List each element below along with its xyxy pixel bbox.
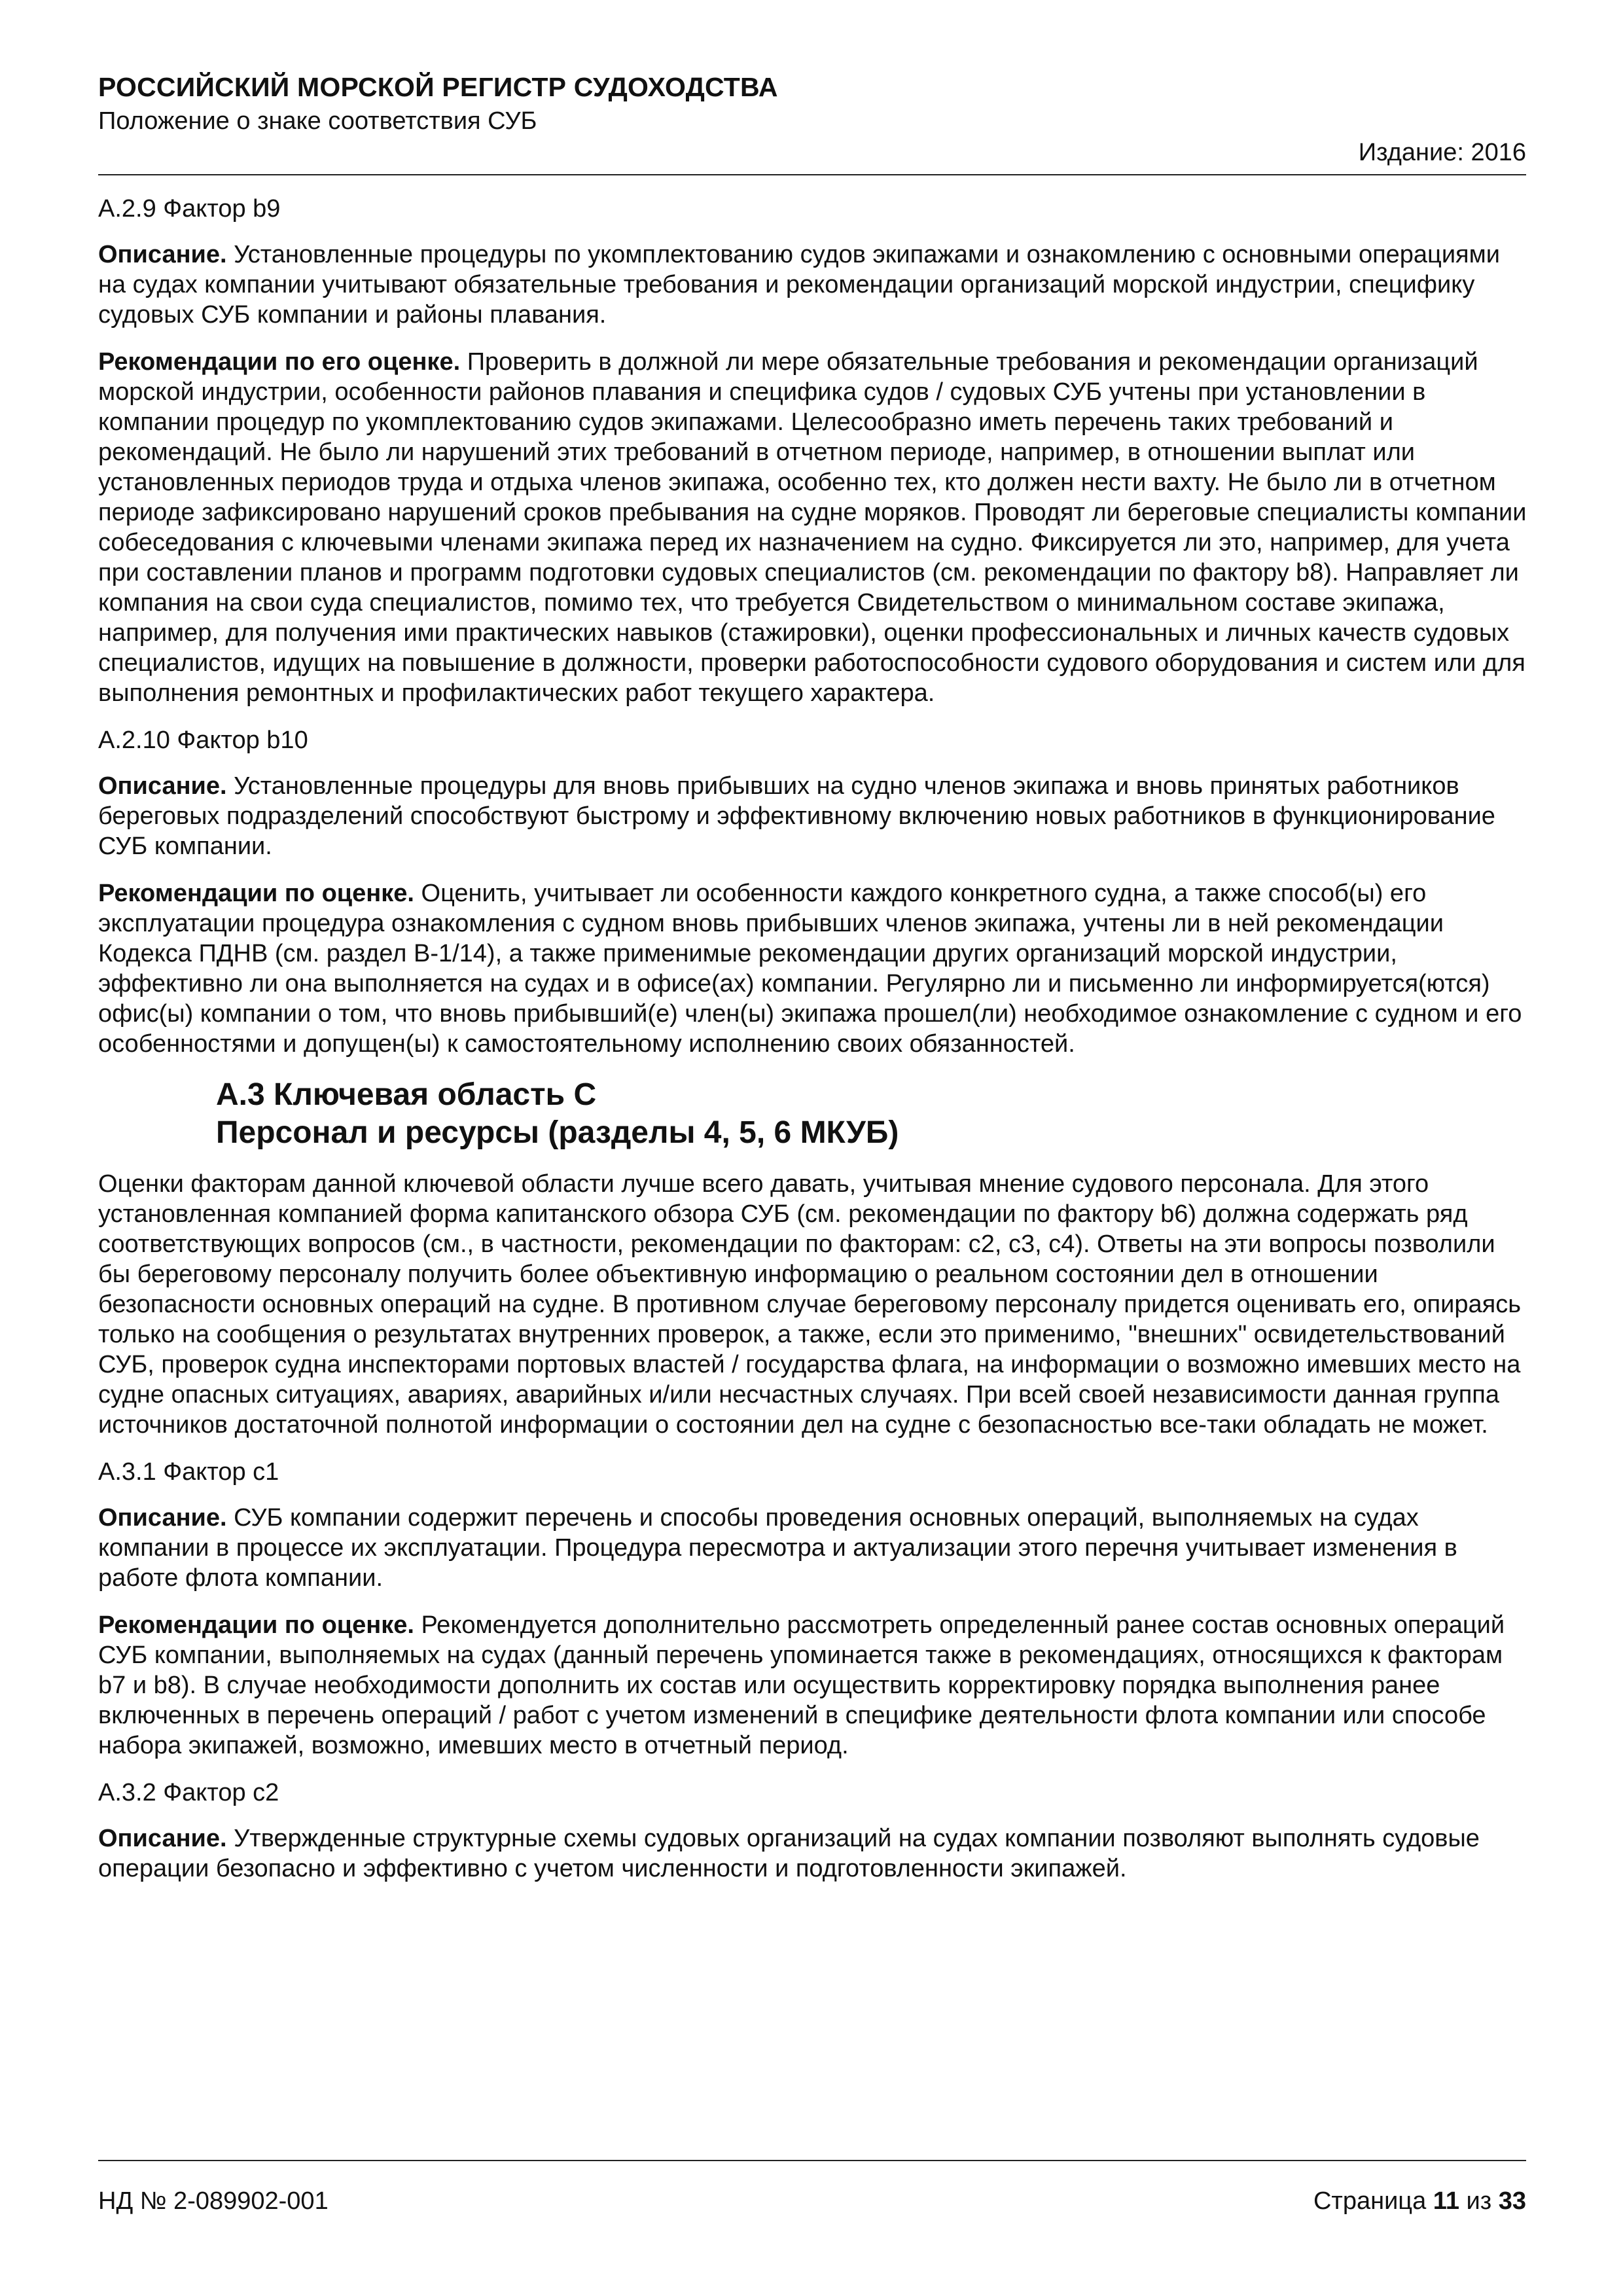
document-number: НД № 2-089902-001 — [98, 2187, 329, 2215]
recommendation-label: Рекомендации по оценке. — [98, 880, 414, 907]
recommendation-label: Рекомендации по оценке. — [98, 1611, 414, 1639]
factor-heading-c1: А.3.1 Фактор с1 — [98, 1458, 279, 1486]
description-text: СУБ компании содержит перечень и способы проведения основных операций, выполняемых на судах компании в процессе их эксплуатации. Процедура пересмотра и актуализации этого перечня учитывает изменения в работе флота компании. — [98, 1504, 1457, 1592]
document-subtitle: Положение о знаке соответствия СУБ — [98, 107, 537, 135]
section-title-line-1: А.3 Ключевая область С — [216, 1077, 597, 1112]
recommendation-paragraph-b9 — [98, 347, 1531, 708]
description-label: Описание. — [98, 1504, 227, 1532]
document-body — [98, 194, 1531, 1901]
footer-divider — [98, 2160, 1526, 2161]
description-paragraph-c1 — [98, 1503, 1531, 1593]
page-current: 11 — [1433, 2187, 1459, 2215]
recommendation-text: Рекомендуется дополнительно рассмотреть определенный ранее состав основных операций СУБ компании, выполняемых на судах (данный перечень упоминается также в рекомендациях, относящихся к факторам b7 и b8). В случае необходимости дополнить их состав или осуществить корректировку порядка выполнения ранее включенных в перечень операций / работ с учетом изменений в специфике деятельности флота компании или способе набора экипажей, возможно, имевших место в отчетный период. — [98, 1611, 1505, 1759]
page-prefix: Страница — [1313, 2187, 1433, 2215]
section-title-a3 — [216, 1076, 1531, 1152]
description-text: Установленные процедуры для вновь прибывших на судно членов экипажа и вновь принятых работников береговых подразделений способствуют быстрому и эффективному включению новых работников в функционирование СУБ компании. — [98, 772, 1495, 860]
factor-heading-b10: А.2.10 Фактор b10 — [98, 726, 308, 754]
section-title-line-2: Персонал и ресурсы (разделы 4, 5, 6 МКУБ) — [216, 1115, 899, 1150]
description-paragraph-b10 — [98, 771, 1531, 861]
factor-heading-b9: А.2.9 Фактор b9 — [98, 195, 281, 223]
description-paragraph-b9 — [98, 240, 1531, 330]
description-label: Описание. — [98, 241, 227, 268]
description-label: Описание. — [98, 1825, 227, 1852]
recommendation-text: Оценить, учитывает ли особенности каждого конкретного судна, а также способ(ы) его эксплуатации процедура ознакомления с судном вновь прибывших членов экипажа, учтены ли в ней рекомендации Кодекса ПДНВ (см. раздел В-1/14), а также применимые рекомендации других организаций морской индустрии, эффективно ли она выполняется на судах и в офисе(ах) компании. Регулярно ли и письменно ли информируется(ются) офис(ы) компании о том, что вновь прибывший(е) член(ы) экипажа прошел(ли) необходимое ознакомление с судном и его особенностями и допущен(ы) к самостоятельному исполнению своих обязанностей. — [98, 880, 1522, 1058]
description-text: Утвержденные структурные схемы судовых организаций на судах компании позволяют выполнять судовые операции безопасно и эффективно с учетом численности и подготовленности экипажей. — [98, 1825, 1480, 1882]
page-total: 33 — [1498, 2187, 1526, 2215]
recommendation-paragraph-c1 — [98, 1610, 1531, 1761]
page-separator: из — [1459, 2187, 1499, 2215]
section-intro-paragraph: Оценки факторам данной ключевой области лучше всего давать, учитывая мнение судового персонала. Для этого установленная компанией форма капитанского обзора СУБ (см. рекомендации по фактору b6) должна содержать ряд соответствующих вопросов (см., в частности, рекомендации по факторам: с2, с3, с4). Ответы на эти вопросы позволили бы береговому персоналу получить более объективную информацию о реальном состоянии дел в отношении безопасности основных операций на судне. В противном случае береговому персоналу придется оценивать его, опираясь только на сообщения о результатах внутренних проверок, а также, если это применимо, "внешних" освидетельствований СУБ, проверок судна инспекторами портовых властей / государства флага, на информации о возможно имевших место на судне опасных ситуациях, авариях, аварийных и/или несчастных случаях. При всей своей независимости данная группа источников достаточной полнотой информации о состоянии дел на судне с безопасностью все-таки обладать не может. — [98, 1170, 1521, 1439]
recommendation-text: Проверить в должной ли мере обязательные требования и рекомендации организаций морской индустрии, особенности районов плавания и специфика судов / судовых СУБ учтены при установлении в компании процедур по укомплектованию судов экипажами. Целесообразно иметь перечень таких требований и рекомендаций. Не было ли нарушений этих требований в отчетном периоде, например, в отношении выплат или установленных периодов труда и отдыха членов экипажа, особенно тех, кто должен нести вахту. Не было ли в отчетном периоде зафиксировано нарушений сроков пребывания на судне моряков. Проводят ли береговые специалисты компании собеседования с ключевыми членами экипажа перед их назначением на судно. Фиксируется ли это, например, для учета при составлении планов и программ подготовки судовых специалистов (см. рекомендации по фактору b8). Направляет ли компания на свои суда специалистов, помимо тех, что требуется Свидетельством о минимальном составе экипажа, например, для получения ими практических навыков (стажировки), оценки профессиональных и личных качеств судовых специалистов, идущих на повышение в должности, проверки работоспособности судового оборудования и систем или для выполнения ремонтных и профилактических работ текущего характера. — [98, 348, 1527, 707]
header-divider — [98, 174, 1526, 175]
factor-heading-c2: А.3.2 Фактор с2 — [98, 1779, 279, 1806]
recommendation-paragraph-b10 — [98, 878, 1531, 1059]
organization-title: РОССИЙСКИЙ МОРСКОЙ РЕГИСТР СУДОХОДСТВА — [98, 72, 778, 102]
description-label: Описание. — [98, 772, 227, 800]
page-number — [1313, 2187, 1526, 2215]
edition-label: Издание: 2016 — [1358, 139, 1526, 166]
description-paragraph-c2 — [98, 1823, 1531, 1884]
description-text: Установленные процедуры по укомплектованию судов экипажами и ознакомлению с основными операциями на судах компании учитывают обязательные требования и рекомендации организаций морской индустрии, специфику судовых СУБ компании и районы плавания. — [98, 241, 1500, 329]
recommendation-label: Рекомендации по его оценке. — [98, 348, 461, 376]
